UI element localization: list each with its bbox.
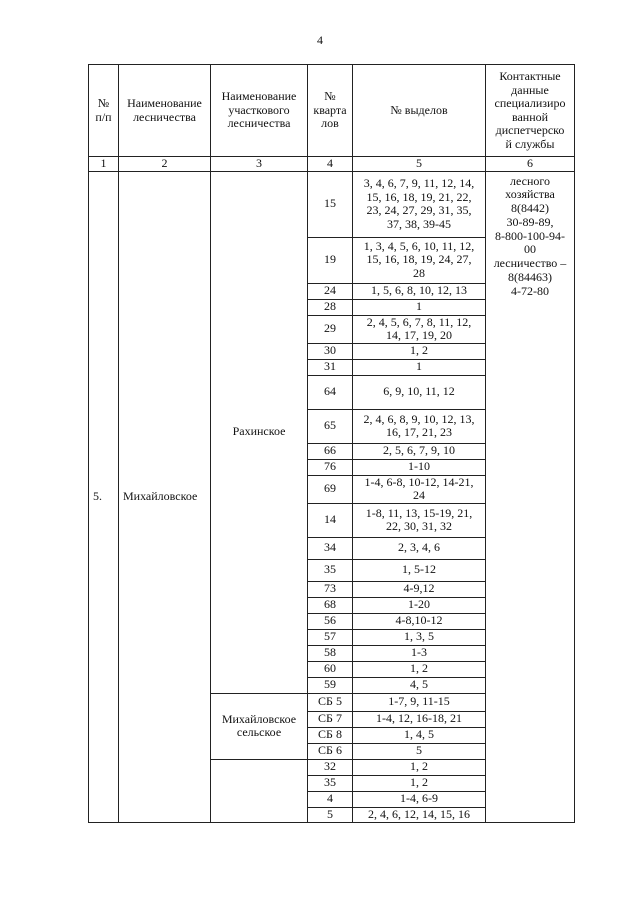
vydel-cell [353,759,486,775]
vydel-text: 1, 3, 4, 5, 6, 10, 11, 12, 15, 16, 18, 19, 24, 27, 28 [363,238,475,280]
vydel-text: 1-10 [408,459,430,474]
vydel-text: 1-3 [411,645,427,660]
vydel-cell [353,677,486,693]
group-number: 5. [89,171,119,822]
kvartal-cell: 19 [308,237,353,283]
vydel-text: 1, 4, 5 [404,727,434,742]
vydel-text: 1-4, 6-8, 10-12, 14-21, 24 [364,475,474,502]
numbering-cell: 1 [89,157,119,172]
vydel-text: 1 [416,359,422,374]
kvartal-cell: 56 [308,613,353,629]
vydel-cell [353,597,486,613]
page-number: 4 [317,33,323,47]
vydel-cell [353,727,486,743]
vydel-text: 2, 5, 6, 7, 9, 10 [383,443,455,458]
vydel-cell [353,409,486,443]
kvartal-cell: СБ 8 [308,727,353,743]
header-row [89,65,575,157]
vydel-cell [353,537,486,559]
vydel-text: 1-7, 9, 11-15 [388,694,450,709]
numbering-cell: 4 [308,157,353,172]
vydel-text: 2, 3, 4, 6 [398,540,440,555]
kvartal-cell: 76 [308,459,353,475]
header-kvartal-text: № кварта лов [313,89,347,131]
vydel-cell [353,171,486,237]
vydel-cell [353,237,486,283]
vydel-cell [353,775,486,791]
kvartal-cell: 5 [308,807,353,822]
kvartal-cell: 35 [308,559,353,581]
vydel-cell [353,443,486,459]
kvartal-cell: 31 [308,359,353,375]
kvartal-cell: 35 [308,775,353,791]
header-num [89,65,119,157]
vydel-text: 1, 5, 6, 8, 10, 12, 13 [371,283,467,298]
header-uchastkovoe [211,65,308,157]
kvartal-cell: СБ 5 [308,693,353,711]
vydel-text: 1-4, 12, 16-18, 21 [376,711,462,726]
vydel-cell [353,661,486,677]
header-uchastkovoe-text: Наименование участкового лесничества [221,89,297,131]
vydel-text: 1, 3, 5 [404,629,434,644]
kvartal-cell: 66 [308,443,353,459]
vydel-cell [353,459,486,475]
kvartal-cell: 4 [308,791,353,807]
header-lesnichestvo-text: Наименование лесничества [127,96,202,124]
kvartal-cell: 15 [308,171,353,237]
vydel-text: 1 [416,299,422,314]
vydel-cell [353,559,486,581]
vydel-text: 1, 2 [410,661,428,676]
vydel-text: 1, 5-12 [402,562,436,577]
kvartal-cell: 69 [308,475,353,503]
kvartal-cell: 68 [308,597,353,613]
vydel-cell [353,645,486,661]
kvartal-cell: 34 [308,537,353,559]
kvartal-cell: 30 [308,343,353,359]
vydel-cell [353,791,486,807]
header-contacts [486,65,575,157]
vydel-text: 2, 4, 6, 8, 9, 10, 12, 13, 16, 17, 21, 23 [363,411,475,439]
kvartal-cell: 28 [308,299,353,315]
vydel-text: 5 [416,743,422,758]
kvartal-cell: 64 [308,375,353,409]
kvartal-cell: СБ 7 [308,711,353,727]
vydel-cell [353,359,486,375]
kvartal-cell: 57 [308,629,353,645]
kvartal-cell: 73 [308,581,353,597]
kvartal-cell: 59 [308,677,353,693]
forestry-table [88,64,575,823]
kvartal-cell: 14 [308,503,353,537]
numbering-cell: 2 [119,157,211,172]
header-lesnichestvo [119,65,211,157]
vydel-text: 3, 4, 6, 7, 9, 11, 12, 14, 15, 16, 18, 19, 21, 22, 23, 24, 27, 29, 31, 35, 37, 38, 39-45 [363,176,475,231]
vydel-text: 4, 5 [410,677,428,692]
kvartal-cell: 29 [308,315,353,343]
kvartal-cell: 65 [308,409,353,443]
table-row [89,171,575,237]
vydel-cell [353,613,486,629]
vydel-cell [353,711,486,727]
vydel-cell [353,343,486,359]
vydel-cell [353,503,486,537]
kvartal-cell: 32 [308,759,353,775]
contacts-text: лесного хозяйства 8(8442) 30-89-89, 8-800-100-94- 00 лесничество – 8(84463) 4-72-80 [493,173,567,298]
vydel-cell [353,315,486,343]
vydel-text: 1-4, 6-9 [400,791,438,806]
header-vydel-text: № выделов [390,102,448,117]
contacts-cell [486,171,575,822]
kvartal-cell: 58 [308,645,353,661]
header-num-text: № п/п [95,96,112,124]
uchastkovoe-empty [211,759,308,822]
vydel-cell [353,299,486,315]
vydel-cell [353,807,486,822]
vydel-text: 1-20 [408,597,430,612]
vydel-cell [353,693,486,711]
numbering-cell: 5 [353,157,486,172]
lesnichestvo-name: Михайловское [119,171,211,822]
vydel-cell [353,629,486,645]
vydel-text: 1, 2 [410,775,428,790]
vydel-text: 1, 2 [410,759,428,774]
header-contacts-text: Контактные данные специализиро ванной диспетчерско й службы [494,69,566,151]
vydel-cell [353,581,486,597]
header-kvartal [308,65,353,157]
header-vydel [353,65,486,157]
vydel-text: 2, 4, 6, 12, 14, 15, 16 [368,807,470,821]
vydel-cell [353,475,486,503]
numbering-cell: 6 [486,157,575,172]
vydel-text: 6, 9, 10, 11, 12 [383,384,455,399]
uchastkovoe-mikh-selskoe [211,693,308,759]
vydel-text: 1, 2 [410,343,428,358]
vydel-text: 4-9,12 [403,581,435,596]
vydel-text: 1-8, 11, 13, 15-19, 21, 22, 30, 31, 32 [365,505,473,533]
kvartal-cell: 24 [308,283,353,299]
numbering-cell: 3 [211,157,308,172]
numbering-row [89,157,575,172]
vydel-cell [353,743,486,759]
vydel-cell [353,283,486,299]
kvartal-cell: 60 [308,661,353,677]
kvartal-cell: СБ 6 [308,743,353,759]
vydel-text: 2, 4, 5, 6, 7, 8, 11, 12, 14, 17, 19, 20 [366,315,472,342]
uchastkovoe-rakhinskoe: Рахинское [211,171,308,693]
vydel-cell [353,375,486,409]
vydel-text: 4-8,10-12 [395,613,443,628]
uchastkovoe-mikh-selskoe-text: Михайловское сельское [221,711,297,739]
